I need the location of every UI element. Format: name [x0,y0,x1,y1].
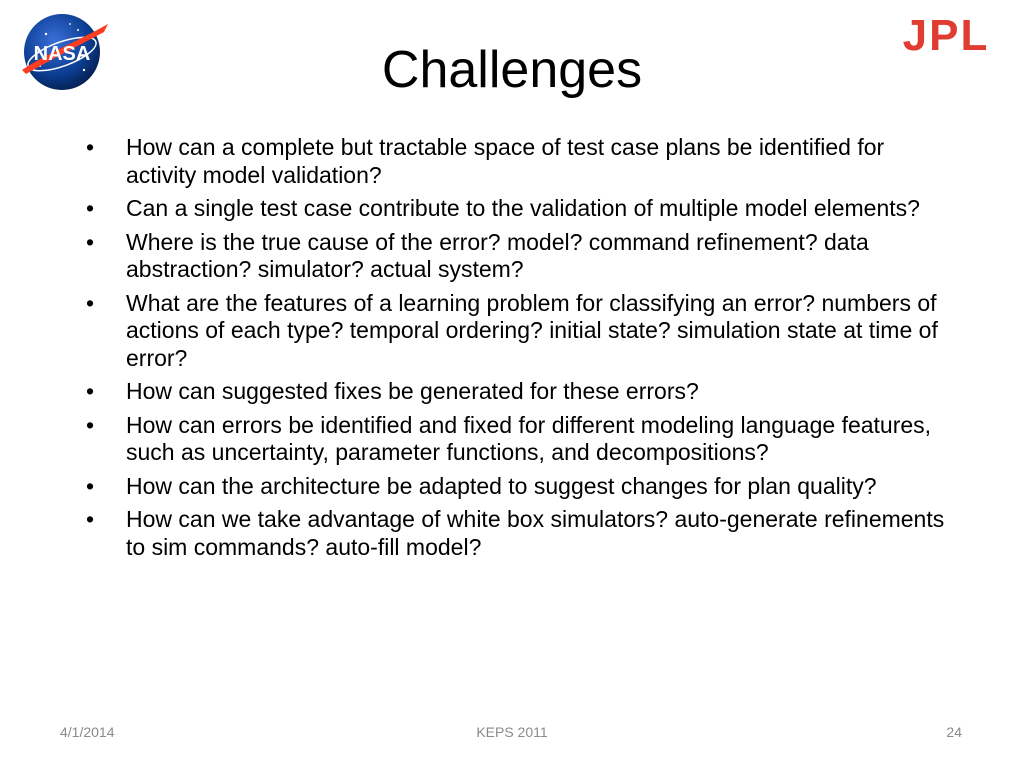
list-item [86,229,946,284]
list-item [86,378,946,406]
list-item [86,412,946,467]
list-item [86,195,946,223]
bullet-text: What are the features of a learning problem for classifying an error? numbers of actions of each type? temporal ordering? initial state? simulation state at time of error? [126,289,938,371]
bullet-text: How can a complete but tractable space of test case plans be identified for activity model validation? [126,134,885,188]
bullet-icon: • [86,472,95,499]
footer-event: KEPS 2011 [476,724,548,740]
bullet-icon: • [86,289,95,316]
list-item [86,134,946,189]
bullet-icon: • [86,506,95,532]
bullet-icon: • [86,134,95,160]
bullet-icon: • [86,195,95,221]
bullet-text: How can errors be identified and fixed for different modeling language features, such as uncertainty, parameter functions, and decompositions? [126,411,932,465]
bullet-text: How can the architecture be adapted to suggest changes for plan quality? [126,472,877,499]
bullet-icon: • [86,228,95,255]
bullet-icon: • [86,378,95,404]
bullet-list [86,134,946,567]
list-item [86,506,946,561]
bullet-text: Can a single test case contribute to the validation of multiple model elements? [126,195,920,221]
footer-date: 4/1/2014 [60,724,115,740]
bullet-text: How can we take advantage of white box simulators? auto-generate refinements to sim commands? auto-fill model? [126,506,945,560]
nasa-logo-text: NASA [33,43,91,65]
jpl-logo-text: JPL [902,14,990,54]
page-number: 24 [946,724,962,740]
list-item [86,290,946,373]
bullet-text: How can suggested fixes be generated for these errors? [126,378,699,404]
bullet-text: Where is the true cause of the error? model? command refinement? data abstraction? simulator? actual system? [126,228,869,282]
bullet-icon: • [86,411,95,438]
page-title: Challenges [381,41,643,99]
list-item [86,473,946,501]
